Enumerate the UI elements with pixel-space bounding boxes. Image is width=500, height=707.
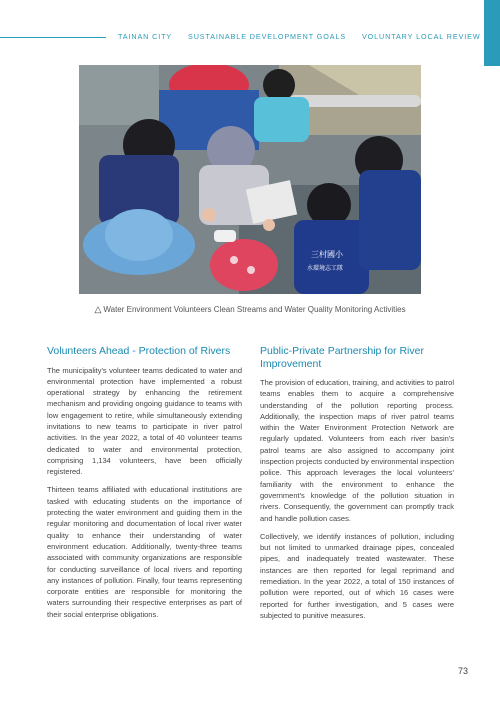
- running-header: [118, 32, 494, 41]
- left-heading: Volunteers Ahead - Protection of Rivers: [47, 345, 231, 357]
- caption-text: Water Environment Volunteers Clean Streams and Water Quality Monitoring Activities: [103, 305, 406, 314]
- header-sdg: SUSTAINABLE DEVELOPMENT GOALS: [188, 32, 347, 41]
- warning-triangle-icon: △: [94, 304, 102, 314]
- header-rule: [0, 37, 106, 38]
- vest-text-1: 三村國小: [311, 250, 343, 259]
- page-number: 73: [457, 666, 468, 676]
- header-city: TAINAN CITY: [118, 32, 173, 41]
- side-tab: [484, 0, 500, 66]
- right-heading: Public-Private Partnership for River Improvement: [260, 345, 424, 370]
- left-column: [47, 345, 242, 627]
- volunteers-photo: [79, 65, 421, 294]
- header-vlr: VOLUNTARY LOCAL REVIEW: [361, 32, 481, 41]
- right-paragraph-1: The provision of education, training, and activities to patrol teams enables them to acquire a comprehensive understanding of the pollution reporting process. Additionally, the inspection maps of river patrol teams within the Water Environment Protection Network are regularly updated. Volunteers from each river basin's patrol teams are also assigned to accompany joint inspection projects conducted by environmental inspection police. This approach leverages the local volunteers' familiarity with the environment to enhance the government's knowledge of the pollution situation in rivers. Consequently, the government can promptly track and handle pollution cases.: [260, 378, 454, 523]
- right-paragraph-2: Collectively, we identify instances of pollution, including but not limited to unmarked drainage pipes, concealed pipes, and inadequately treated wastewater. These instances are then reported for legal reprimand and remediation. In the year 2022, a total of 150 instances of pollution were reported, out of which 16 cases were reported for further investigation, and 5 cases were subjected to punitive measures.: [260, 531, 454, 620]
- right-column: [260, 345, 454, 628]
- photo-caption: [79, 304, 421, 315]
- left-paragraph-2: Thirteen teams affiliated with educational institutions are tasked with educating students on the importance of protecting the water environment and guiding them in the regular monitoring and documentation of local river water quality to enhance their understanding of water environment education. Additionally, twenty-three teams associated with community organizations are responsible for conducting surveillance of local rivers and reporting any instances of pollution. Finally, four teams representing corporate entities are responsible for monitoring the waters surrounding their respective enterprises as part of their social enterprise obligations.: [47, 485, 242, 619]
- left-paragraph-1: The municipality's volunteer teams dedicated to water and environmental protection have implemented a robust operational strategy by enhancing the retirement mechanism and providing ongoing guidance to teams with low engagement to retire, while simultaneously extending invitations to new teams to participate in river patrol activities. In the year 2022, a total of 40 volunteer teams dedicated to water and environmental protection, comprising 1,134 volunteers, have been officially registered.: [47, 365, 242, 477]
- vest-text-2: 水環境志工隊: [307, 265, 344, 272]
